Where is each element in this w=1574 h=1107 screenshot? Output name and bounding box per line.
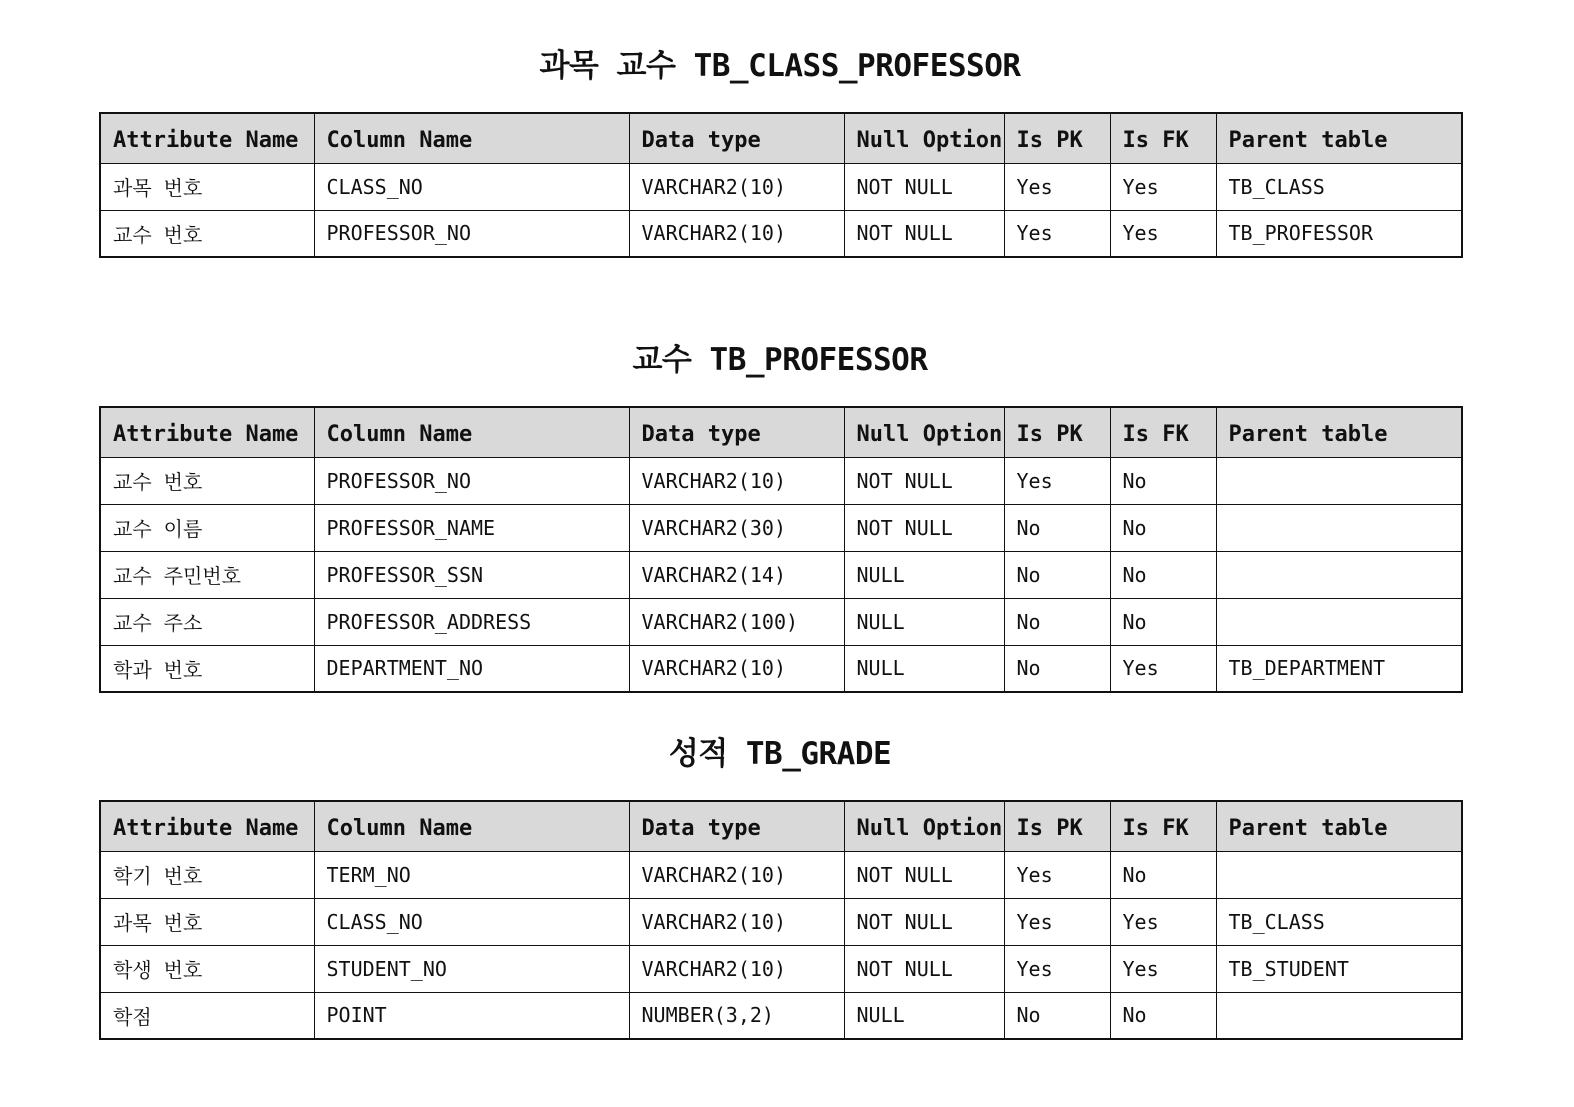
cell-column-name: PROFESSOR_ADDRESS <box>314 598 629 645</box>
cell-column-name: STUDENT_NO <box>314 945 629 992</box>
cell-parent-table: TB_CLASS <box>1216 898 1462 945</box>
cell-parent-table <box>1216 551 1462 598</box>
cell-column-name: PROFESSOR_NO <box>314 457 629 504</box>
cell-data-type: VARCHAR2(14) <box>629 551 844 598</box>
header-null-option: Null Option <box>844 113 1004 163</box>
cell-column-name: TERM_NO <box>314 851 629 898</box>
cell-is-fk: Yes <box>1110 898 1216 945</box>
cell-parent-table <box>1216 504 1462 551</box>
cell-is-fk: No <box>1110 992 1216 1039</box>
cell-is-pk: Yes <box>1004 851 1110 898</box>
cell-null-option: NOT NULL <box>844 945 1004 992</box>
cell-data-type: NUMBER(3,2) <box>629 992 844 1039</box>
table-row <box>100 992 1462 1039</box>
header-column-name: Column Name <box>314 407 629 457</box>
cell-parent-table: TB_DEPARTMENT <box>1216 645 1462 692</box>
definition-table <box>99 112 1463 258</box>
cell-null-option: NULL <box>844 598 1004 645</box>
header-data-type: Data type <box>629 407 844 457</box>
cell-is-fk: Yes <box>1110 645 1216 692</box>
cell-data-type: VARCHAR2(10) <box>629 457 844 504</box>
cell-parent-table <box>1216 851 1462 898</box>
table-row <box>100 210 1462 257</box>
header-parent-table: Parent table <box>1216 407 1462 457</box>
section-title: 과목 교수 TB_CLASS_PROFESSOR <box>539 48 1021 84</box>
cell-attribute-name: 교수 이름 <box>100 504 314 551</box>
cell-is-fk: No <box>1110 598 1216 645</box>
cell-is-pk: Yes <box>1004 163 1110 210</box>
header-attribute-name: Attribute Name <box>100 407 314 457</box>
cell-is-fk: No <box>1110 457 1216 504</box>
cell-null-option: NULL <box>844 992 1004 1039</box>
header-data-type: Data type <box>629 113 844 163</box>
cell-column-name: CLASS_NO <box>314 898 629 945</box>
cell-is-pk: Yes <box>1004 945 1110 992</box>
cell-is-pk: No <box>1004 504 1110 551</box>
cell-column-name: PROFESSOR_NO <box>314 210 629 257</box>
header-null-option: Null Option <box>844 407 1004 457</box>
cell-parent-table <box>1216 457 1462 504</box>
header-parent-table: Parent table <box>1216 113 1462 163</box>
header-parent-table: Parent table <box>1216 801 1462 851</box>
cell-null-option: NOT NULL <box>844 898 1004 945</box>
cell-data-type: VARCHAR2(10) <box>629 163 844 210</box>
cell-data-type: VARCHAR2(10) <box>629 898 844 945</box>
cell-column-name: PROFESSOR_SSN <box>314 551 629 598</box>
header-attribute-name: Attribute Name <box>100 801 314 851</box>
cell-is-pk: No <box>1004 551 1110 598</box>
cell-attribute-name: 학점 <box>100 992 314 1039</box>
section-title: 교수 TB_PROFESSOR <box>632 342 928 378</box>
cell-parent-table <box>1216 598 1462 645</box>
section-title: 성적 TB_GRADE <box>668 736 892 772</box>
cell-attribute-name: 교수 주민번호 <box>100 551 314 598</box>
cell-null-option: NOT NULL <box>844 210 1004 257</box>
cell-data-type: VARCHAR2(100) <box>629 598 844 645</box>
header-is-pk: Is PK <box>1004 113 1110 163</box>
cell-is-pk: Yes <box>1004 898 1110 945</box>
cell-attribute-name: 학생 번호 <box>100 945 314 992</box>
definition-table <box>99 406 1463 693</box>
cell-is-fk: No <box>1110 551 1216 598</box>
cell-attribute-name: 교수 주소 <box>100 598 314 645</box>
cell-parent-table: TB_STUDENT <box>1216 945 1462 992</box>
cell-is-pk: No <box>1004 992 1110 1039</box>
table-row <box>100 645 1462 692</box>
cell-column-name: CLASS_NO <box>314 163 629 210</box>
table-row <box>100 504 1462 551</box>
header-attribute-name: Attribute Name <box>100 113 314 163</box>
cell-null-option: NULL <box>844 645 1004 692</box>
cell-parent-table: TB_CLASS <box>1216 163 1462 210</box>
cell-attribute-name: 과목 번호 <box>100 898 314 945</box>
table-row <box>100 457 1462 504</box>
cell-is-pk: No <box>1004 598 1110 645</box>
cell-column-name: PROFESSOR_NAME <box>314 504 629 551</box>
header-is-fk: Is FK <box>1110 407 1216 457</box>
cell-column-name: POINT <box>314 992 629 1039</box>
header-is-fk: Is FK <box>1110 113 1216 163</box>
cell-null-option: NOT NULL <box>844 504 1004 551</box>
cell-is-fk: No <box>1110 851 1216 898</box>
cell-data-type: VARCHAR2(10) <box>629 945 844 992</box>
header-column-name: Column Name <box>314 113 629 163</box>
cell-null-option: NULL <box>844 551 1004 598</box>
cell-is-pk: Yes <box>1004 457 1110 504</box>
cell-is-fk: Yes <box>1110 210 1216 257</box>
cell-attribute-name: 학기 번호 <box>100 851 314 898</box>
cell-is-pk: Yes <box>1004 210 1110 257</box>
table-row <box>100 598 1462 645</box>
cell-is-fk: Yes <box>1110 163 1216 210</box>
header-row <box>100 407 1462 457</box>
cell-null-option: NOT NULL <box>844 851 1004 898</box>
cell-parent-table <box>1216 992 1462 1039</box>
table-row <box>100 945 1462 992</box>
table-row <box>100 551 1462 598</box>
cell-attribute-name: 과목 번호 <box>100 163 314 210</box>
header-data-type: Data type <box>629 801 844 851</box>
header-is-fk: Is FK <box>1110 801 1216 851</box>
cell-column-name: DEPARTMENT_NO <box>314 645 629 692</box>
table-row <box>100 163 1462 210</box>
header-is-pk: Is PK <box>1004 801 1110 851</box>
cell-attribute-name: 학과 번호 <box>100 645 314 692</box>
cell-attribute-name: 교수 번호 <box>100 210 314 257</box>
header-row <box>100 801 1462 851</box>
cell-null-option: NOT NULL <box>844 163 1004 210</box>
cell-data-type: VARCHAR2(10) <box>629 851 844 898</box>
cell-parent-table: TB_PROFESSOR <box>1216 210 1462 257</box>
cell-attribute-name: 교수 번호 <box>100 457 314 504</box>
cell-data-type: VARCHAR2(10) <box>629 645 844 692</box>
header-column-name: Column Name <box>314 801 629 851</box>
cell-is-fk: No <box>1110 504 1216 551</box>
cell-is-pk: No <box>1004 645 1110 692</box>
cell-is-fk: Yes <box>1110 945 1216 992</box>
definition-table <box>99 800 1463 1040</box>
cell-data-type: VARCHAR2(30) <box>629 504 844 551</box>
header-row <box>100 113 1462 163</box>
cell-data-type: VARCHAR2(10) <box>629 210 844 257</box>
cell-null-option: NOT NULL <box>844 457 1004 504</box>
table-row <box>100 898 1462 945</box>
header-is-pk: Is PK <box>1004 407 1110 457</box>
header-null-option: Null Option <box>844 801 1004 851</box>
table-row <box>100 851 1462 898</box>
